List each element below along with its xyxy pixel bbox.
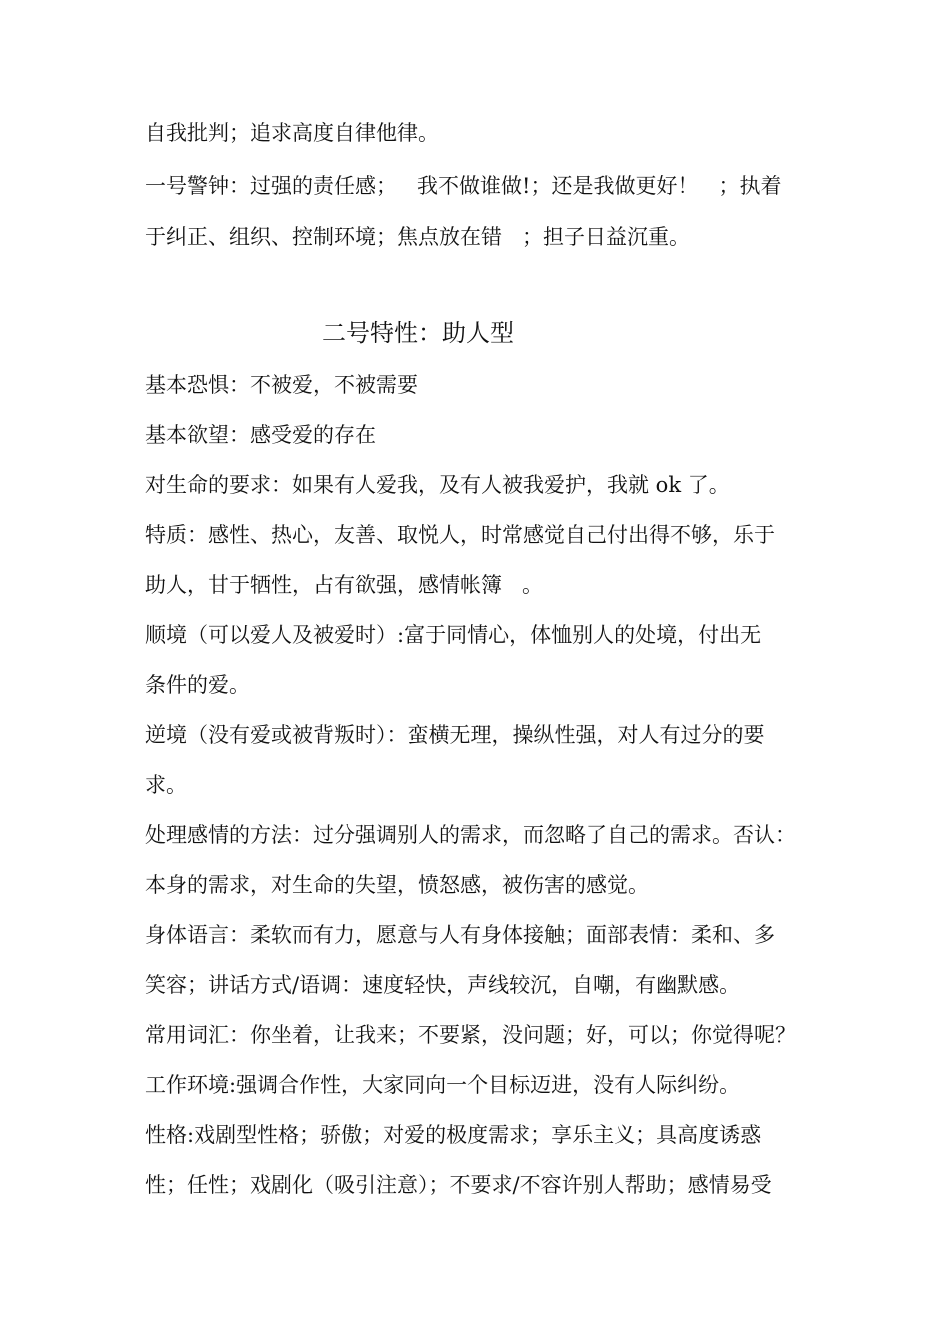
body-line: 条件的爱。 [145,673,250,697]
body-line: 笑容；讲话方式/语调：速度轻快，声线较沉，自嘲，有幽默感。 [145,973,741,997]
body-line: 性；任性；戏剧化（吸引注意）；不要求/不容许别人帮助；感情易受 [145,1173,772,1197]
intro-line: 一号警钟：过强的责任感； 我不做谁做!；还是我做更好！ ；执着 [145,174,782,198]
intro-line: 于纠正、组织、控制环境；焦点放在错 ；担子日益沉重。 [145,225,691,249]
body-line: 对生命的要求：如果有人爱我，及有人被我爱护，我就 ok 了。 [145,473,730,497]
body-line: 常用词汇：你坐着，让我来；不要紧，没问题；好，可以；你觉得呢？ [145,1023,796,1047]
section-title: 二号特性：助人型 [322,319,514,347]
body-line: 顺境（可以爱人及被爱时）:富于同情心，体恤别人的处境，付出无 [145,623,762,647]
body-line: 基本恐惧：不被爱，不被需要 [145,373,418,397]
intro-line: 自我批判；追求高度自律他律。 [145,121,439,145]
body-line: 助人，甘于牺性，占有欲强，感情帐簿 。 [145,573,544,597]
body-line: 特质：感性、热心，友善、取悦人，时常感觉自己付出得不够，乐于 [145,523,775,547]
body-line: 求。 [145,773,187,797]
body-line: 逆境（没有爱或被背叛时）：蛮横无理，操纵性强，对人有过分的要 [145,723,765,747]
body-line: 本身的需求，对生命的失望，愤怒感，被伤害的感觉。 [145,873,649,897]
body-line: 基本欲望：感受爱的存在 [145,423,376,447]
body-line: 工作环境:强调合作性，大家同向一个目标迈进，没有人际纠纷。 [145,1073,741,1097]
body-line: 身体语言：柔软而有力，愿意与人有身体接触；面部表情：柔和、多 [145,923,775,947]
body-line: 处理感情的方法：过分强调别人的需求，而忽略了自己的需求。否认： [145,823,796,847]
body-line: 性格:戏剧型性格；骄傲；对爱的极度需求；享乐主义；具高度诱惑 [145,1123,762,1147]
